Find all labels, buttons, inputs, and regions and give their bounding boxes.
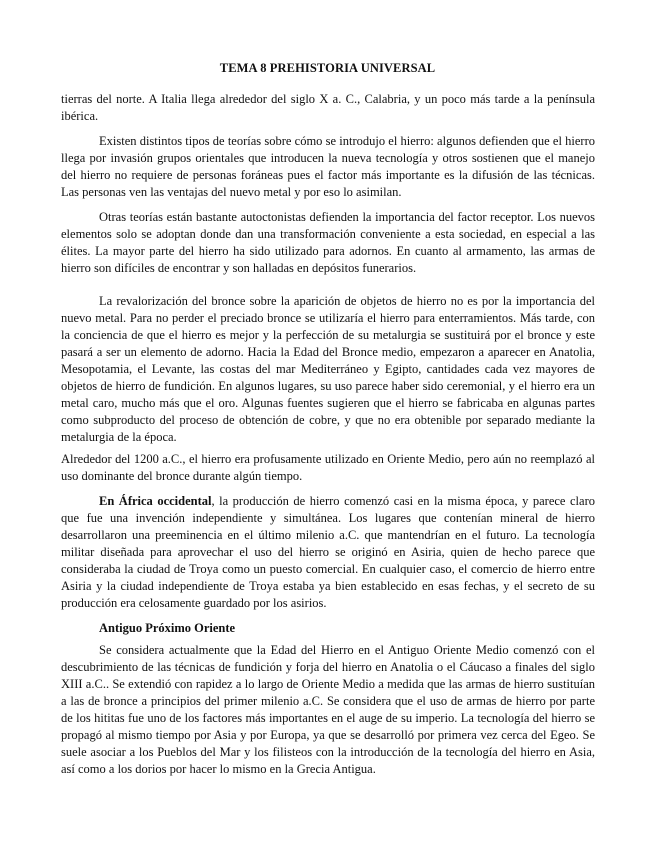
paragraph-6-body: , la producción de hierro comenzó casi en la misma época, y parece claro que fue una invención independiente y simultánea. Los lugares que contenían mineral de hierro desarrollaron una preeminencia en el último milenio a.C. que mantendrían en el futuro. La tecnología militar diseñada para aprovechar el uso del hierro se originó en Asiria, quien de hecho parece que consideraba la ciudad de Troya como un puesto comercial. En cualquier caso, el comercio de hierro entre Asiria y la ciudad independiente de Troya estaba ya bien establecido en esas fechas, y el secreto de su producción era celosamente guardado por los asirios. xyxy=(61,494,595,610)
paragraph-4: La revalorización del bronce sobre la aparición de objetos de hierro no es por la importancia del nuevo metal. Para no perder el preciado bronce se utilizaría el hierro para enterramientos. Más tarde, con la conciencia de que el hierro es mejor y la perfección de su metalurgia se sustituirá por el bronce y este pasará a ser un elemento de adorno. Hacia la Edad del Bronce medio, empezaron a aparecer en Anatolia, Mesopotamia, el Levante, las costas del mar Mediterráneo y Egipto, cantidades cada vez mayores de objetos de hierro de fundición. En algunos lugares, su uso parece haber sido ceremonial, y el hierro era un metal caro, mucho más que el oro. Algunas fuentes sugieren que el hierro se fabricaba en algunas partes como subproducto del proceso de obtención de cobre, y que no era obtenible por separado mediante la metalurgia de la época. xyxy=(61,294,595,444)
paragraph-2: Existen distintos tipos de teorías sobre cómo se introdujo el hierro: algunos defienden que el hierro llega por invasión grupos orientales que introducen la nueva tecnología y otros sostienen que el manejo del hierro no requiere de personas foráneas pues el factor más importante es la difusión de las técnicas. Las personas ven las ventajas del nuevo metal y por eso lo asimilan. xyxy=(61,134,595,199)
paragraph-1: tierras del norte. A Italia llega alrededor del siglo X a. C., Calabria, y un poco más tarde a la península ibérica. xyxy=(61,92,595,123)
paragraph-6-lead: En África occidental xyxy=(99,494,212,508)
paragraph-7: Se considera actualmente que la Edad del Hierro en el Antiguo Oriente Medio comenzó con el descubrimiento de las técnicas de fundición y forja del hierro en Anatolia o el Cáucaso a finales del siglo XIII a.C.. Se extendió con rapidez a lo largo de Oriente Medio a medida que las armas de hierro sustituían a las de bronce a principios del primer milenio a.C. Se considera que el uso de armas de hierro por parte de los hititas fue uno de los factores más importantes en el auge de su imperio. La tecnología del hierro se propagó al mismo tiempo por Asia y por Europa, ya que se desarrolló por primera vez cerca del Egeo. Se suele asociar a los Pueblos del Mar y los filisteos con la introducción de la tecnología del hierro en Asia, así como a los dorios por hacer lo mismo en la Grecia Antigua. xyxy=(61,643,595,776)
paragraph-5: Alrededor del 1200 a.C., el hierro era profusamente utilizado en Oriente Medio, pero aún no reemplazó al uso dominante del bronce durante algún tiempo. xyxy=(61,452,595,483)
body-text xyxy=(61,91,595,786)
section-heading: Antiguo Próximo Oriente xyxy=(99,621,236,635)
page-title: TEMA 8 PREHISTORIA UNIVERSAL xyxy=(219,61,436,75)
paragraph-6 xyxy=(61,493,595,612)
paragraph-3: Otras teorías están bastante autoctonistas defienden la importancia del factor receptor. Los nuevos elementos solo se adoptan donde dan una transformación conveniente a esta sociedad, en especial a las élites. La mayor parte del hierro ha sido utilizado para adornos. En cuanto al armamento, las armas de hierro son difíciles de encontrar y son halladas en depósitos funerarios. xyxy=(61,210,595,275)
